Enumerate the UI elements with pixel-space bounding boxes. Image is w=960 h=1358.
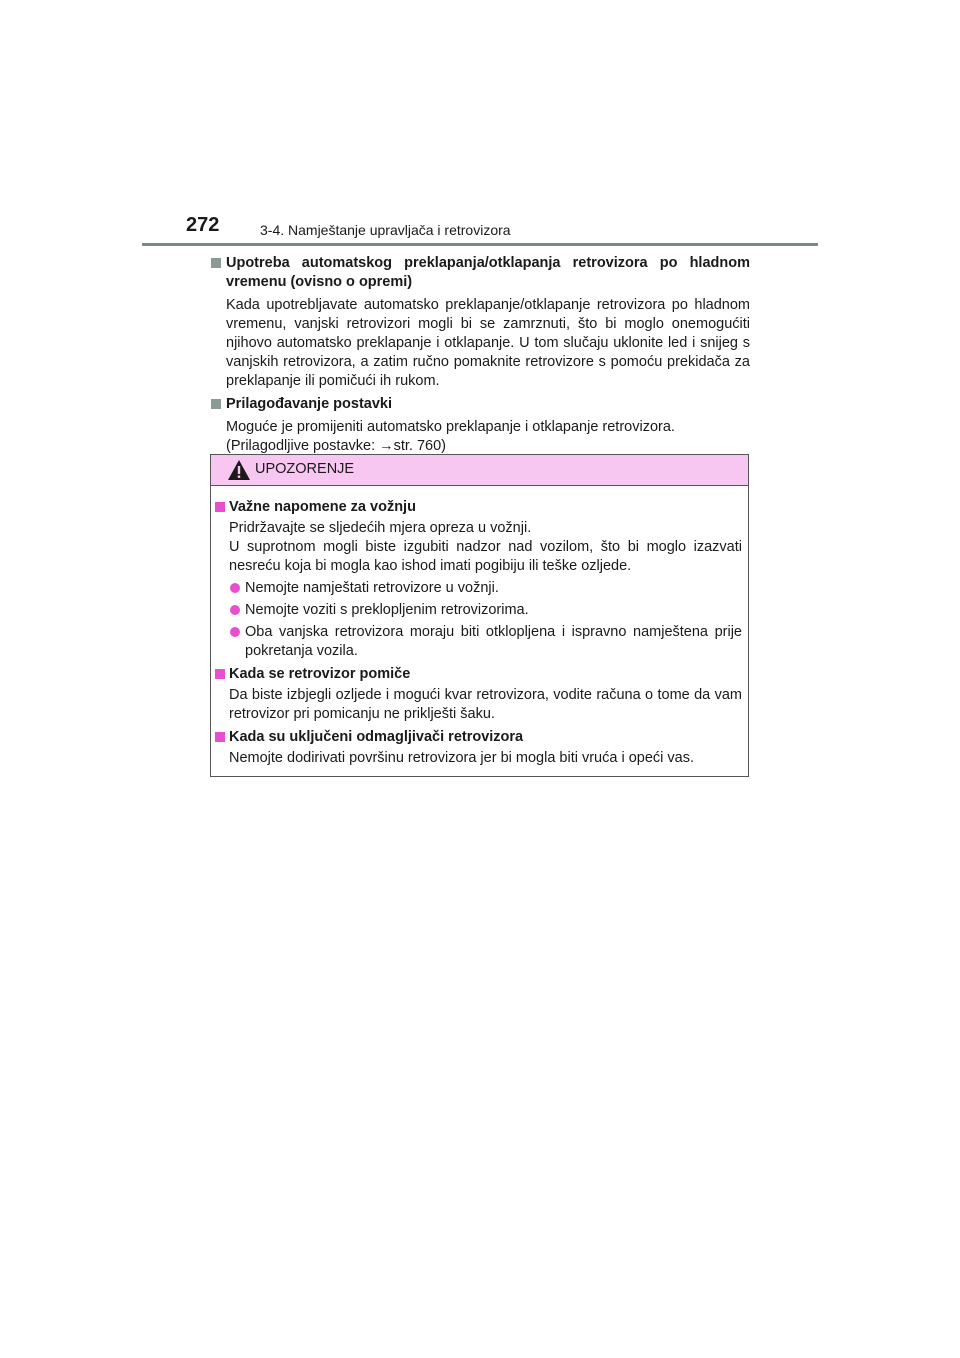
section-heading (215, 728, 742, 747)
circle-bullet-icon (230, 627, 240, 637)
section-title: Važne napomene za vožnju (229, 499, 416, 515)
warning-box (210, 454, 749, 777)
warning-section-mirror-moving (215, 665, 742, 724)
bullet-text: Nemojte namještati retrovizore u vožnji. (245, 580, 499, 596)
section-body (210, 418, 750, 456)
section-heading (215, 665, 742, 684)
page-number: 272 (186, 214, 220, 236)
main-content (210, 254, 750, 460)
list-item (215, 579, 742, 598)
section-custom-settings (210, 395, 750, 456)
header-rule (142, 243, 818, 246)
body-line: Moguće je promijeniti automatsko preklapanje i otklapanje retrovizora. (226, 419, 675, 435)
square-bullet-icon (211, 258, 221, 268)
circle-bullet-icon (230, 583, 240, 593)
section-cold-weather (210, 254, 750, 391)
page-reference-link[interactable]: (Prilagodljive postavke: →str. 760) (226, 438, 447, 454)
bullet-text: Nemojte voziti s preklopljenim retrovizorima. (245, 602, 529, 618)
section-title: Prilagođavanje postavki (226, 396, 393, 412)
section-body: Da biste izbjegli ozljede i mogući kvar retrovizora, vodite računa o tome da vam retrovizor pri pomicanju ne priklješti šaku. (229, 687, 742, 722)
body-line: U suprotnom mogli biste izgubiti nadzor nad vozilom, što bi moglo izazvati nesreću koja bi mogla kao ishod imati pogibiju ili teške ozljede. (229, 539, 742, 574)
chapter-title: 3-4. Namještanje upravljača i retrovizora (260, 222, 511, 238)
section-body: Nemojte dodirivati površinu retrovizora jer bi mogla biti vruća i opeći vas. (229, 750, 694, 766)
section-body (215, 519, 742, 576)
section-title: Kada se retrovizor pomiče (229, 666, 411, 682)
square-bullet-icon (211, 399, 221, 409)
list-item (215, 623, 742, 661)
section-heading (210, 395, 750, 414)
warning-section-defoggers (215, 728, 742, 768)
section-heading (210, 254, 750, 292)
list-item (215, 601, 742, 620)
section-title: Upotreba automatskog preklapanja/otklapanja retrovizora po hladnom vremenu (ovisno o opremi) (226, 255, 750, 290)
warning-header (211, 455, 748, 486)
circle-bullet-icon (230, 605, 240, 615)
warning-section-driving (215, 498, 742, 661)
square-bullet-icon (215, 669, 225, 679)
section-title: Kada su uključeni odmagljivači retrovizora (229, 729, 524, 745)
section-body: Kada upotrebljavate automatsko preklapanje/otklapanje retrovizora po hladnom vremenu, vanjski retrovizori mogli bi se zamrznuti, što bi moglo onemogućiti njihovo automatsko preklapanje i otklapanje. U tom slučaju uklonite led i snijeg s vanjskih retrovizora, a zatim ručno pomaknite retrovizore s pomoću prekidača za preklapanje ili pomičući ih rukom. (226, 297, 750, 389)
square-bullet-icon (215, 732, 225, 742)
warning-label: UPOZORENJE (255, 461, 355, 477)
warning-triangle-icon (227, 459, 251, 481)
warning-content (211, 486, 748, 768)
body-line: Pridržavajte se sljedećih mjera opreza u vožnji. (229, 520, 532, 536)
square-bullet-icon (215, 502, 225, 512)
bullet-text: Oba vanjska retrovizora moraju biti otklopljena i ispravno namještena prije pokretanja vozila. (245, 624, 742, 659)
section-heading (215, 498, 742, 517)
